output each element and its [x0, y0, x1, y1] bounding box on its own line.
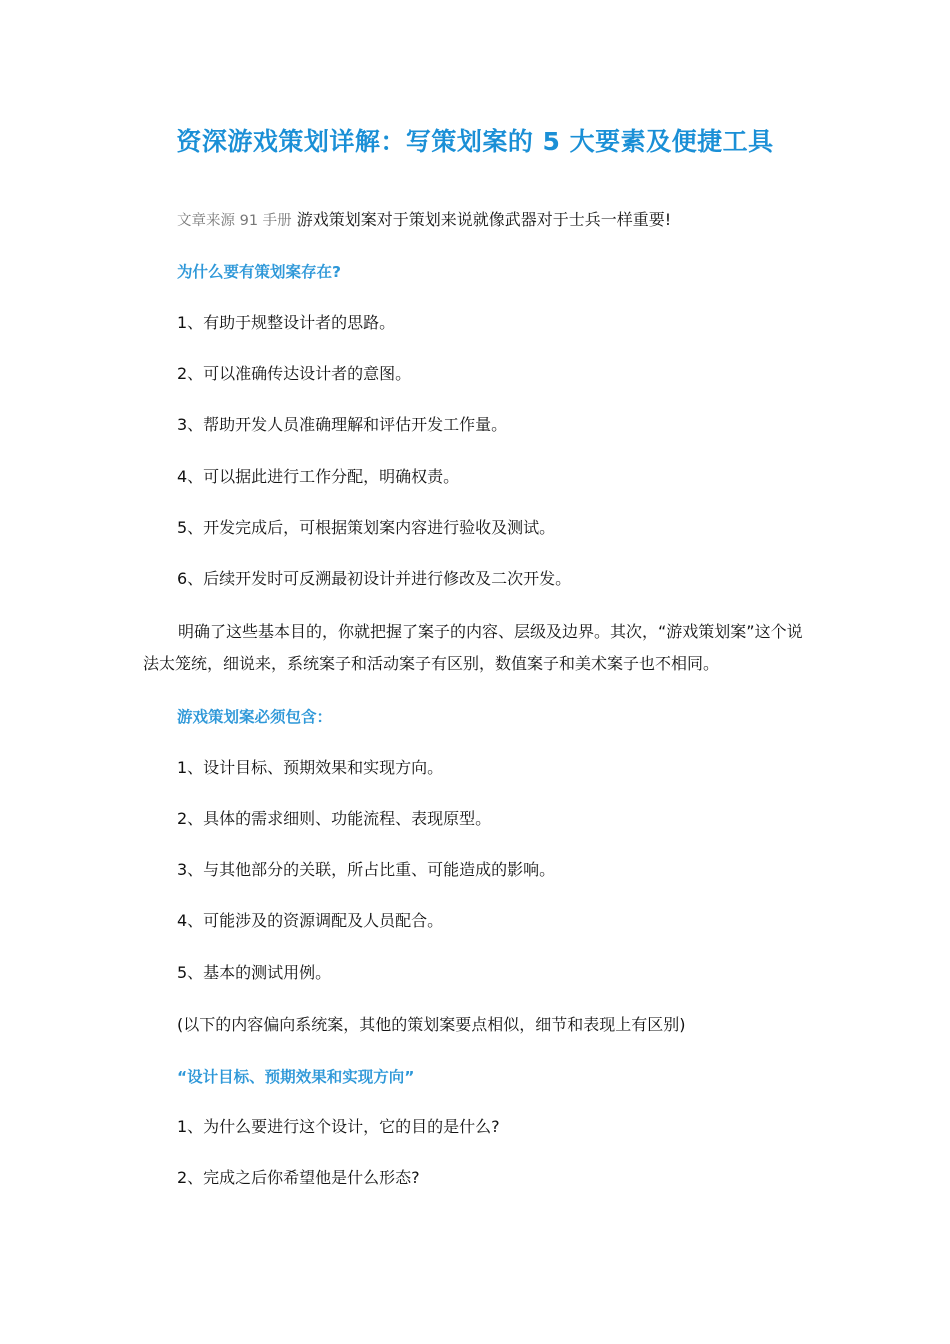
intro-line: [177, 209, 671, 232]
list-item: 4、可以据此进行工作分配，明确权责。: [177, 467, 460, 486]
list-item: 6、后续开发时可反溯最初设计并进行修改及二次开发。: [177, 569, 572, 588]
list-item: 2、具体的需求细则、功能流程、表现原型。: [177, 809, 492, 828]
list-item: 2、完成之后你希望他是什么形态?: [177, 1168, 420, 1187]
list-item: 2、可以准确传达设计者的意图。: [177, 364, 412, 383]
list-item: 1、为什么要进行这个设计，它的目的是什么?: [177, 1117, 500, 1136]
document-title: 资深游戏策划详解：写策划案的 5 大要素及便捷工具: [176, 127, 774, 156]
list-item: 4、可能涉及的资源调配及人员配合。: [177, 911, 444, 930]
body-paragraph: 明确了这些基本目的，你就把握了案子的内容、层级及边界。其次，“游戏策划案”这个说法太笼统，细说来，系统案子和活动案子有区别，数值案子和美术案子也不相同。: [143, 622, 803, 673]
list-item: 5、开发完成后，可根据策划案内容进行验收及测试。: [177, 518, 556, 537]
list-item: 5、基本的测试用例。: [177, 963, 332, 982]
source-label: 文章来源 91 手册: [177, 213, 292, 229]
section-heading-design-goal: “设计目标、预期效果和实现方向”: [177, 1068, 415, 1086]
list-item: 3、与其他部分的关联，所占比重、可能造成的影响。: [177, 860, 556, 879]
list-item: 1、设计目标、预期效果和实现方向。: [177, 758, 444, 777]
section-heading-must-include: 游戏策划案必须包含：: [177, 708, 333, 726]
intro-text: 游戏策划案对于策划来说就像武器对于士兵一样重要!: [296, 210, 672, 229]
note-text: (以下的内容偏向系统案，其他的策划案要点相似，细节和表现上有区别): [177, 1015, 686, 1034]
section-heading-why: 为什么要有策划案存在?: [177, 263, 341, 281]
list-item: 3、帮助开发人员准确理解和评估开发工作量。: [177, 415, 508, 434]
list-item: 1、有助于规整设计者的思路。: [177, 313, 396, 332]
